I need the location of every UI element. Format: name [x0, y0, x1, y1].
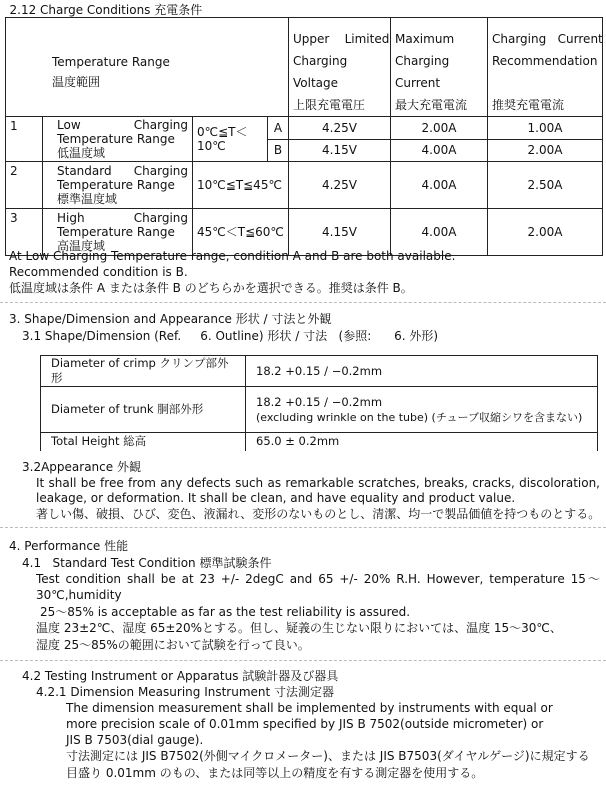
row-name: High Charging Temperature Range 高温度域 — [43, 208, 193, 255]
test-condition-line-1: Test condition shall be at 23 +/- 2degC and 65 +/- 20% R.H. However, temperature 15～ — [36, 572, 600, 586]
row-condition: 45℃＜T≦60℃ — [193, 208, 289, 255]
header-temperature-range: Temperature Range 温度範囲 — [6, 17, 289, 116]
charge-note-jp: 低温度域は条件 A または条件 B のどちらかを選択できる。推奨は条件 B。 — [9, 281, 413, 295]
table-row — [41, 387, 598, 433]
condition-label: B — [268, 139, 289, 161]
dimension-table — [40, 355, 598, 451]
current-cell: 4.00A — [391, 139, 488, 161]
voltage-cell: 4.25V — [289, 161, 391, 208]
dimension-line-2: more precision scale of 0.01mm specified by JIS B 7502(outside micrometer) or — [66, 717, 544, 731]
charge-note-2: Recommended condition is B. — [9, 265, 188, 279]
sub-heading-4-1: 4.1 Standard Test Condition 標準試験条件 — [22, 556, 272, 570]
recommendation-cell: 2.50A — [488, 161, 603, 208]
recommendation-cell: 2.00A — [488, 208, 603, 255]
row-condition: 10℃≦T≦45℃ — [193, 161, 289, 208]
dimension-label: Diameter of trunk 胴部外形 — [41, 387, 246, 433]
divider — [0, 527, 606, 528]
row-condition: 0℃≦T＜ 10℃ — [193, 116, 268, 161]
table-row — [6, 161, 603, 208]
test-condition-line-3: 25～85% is acceptable as far as the test reliability is assured. — [40, 605, 411, 619]
test-condition-line-jp-2: 湿度 25～85%の範囲において試験を行って良い。 — [36, 638, 310, 652]
current-cell: 2.00A — [391, 116, 488, 139]
table-row — [6, 208, 603, 255]
current-cell: 4.00A — [391, 161, 488, 208]
row-name: Standard Charging Temperature Range 標準温度域 — [43, 161, 193, 208]
table-row — [41, 356, 598, 387]
dimension-label: Diameter of crimp クリンプ部外形 — [41, 356, 246, 387]
test-condition-line-2: 30℃,humidity — [36, 588, 122, 602]
header-voltage: Upper Limited Charging Voltage 上限充電電圧 — [289, 17, 391, 116]
sub-heading-4-2-1: 4.2.1 Dimension Measuring Instrument 寸法測定器 — [36, 685, 335, 699]
dimension-label: Total Height 総高 — [41, 433, 246, 451]
recommendation-cell: 2.00A — [488, 139, 603, 161]
appearance-line-jp: 著しい傷、破損、ひび、変色、液漏れ、変形のないものとし、清潔、均一で製品価値を持つものとする。 — [36, 507, 601, 521]
condition-label: A — [268, 116, 289, 139]
section-title: 2.12 Charge Conditions 充電条件 — [6, 0, 603, 17]
divider — [0, 660, 606, 661]
voltage-cell: 4.15V — [289, 208, 391, 255]
charge-note-1: At Low Charging Temperature range, condition A and B are both available. — [9, 249, 456, 263]
row-number: 2 — [6, 161, 43, 208]
appearance-line-1: It shall be free from any defects such as remarkable scratches, breaks, cracks, discoloration, — [36, 476, 600, 490]
sub-heading-4-2: 4.2 Testing Instrument or Apparatus 試験計器及び器具 — [22, 669, 339, 683]
dimension-value: 18.2 +0.15 / −0.2mm (excluding wrinkle on the tube) (チューブ収縮シワを含まない) — [246, 387, 598, 433]
row-number: 1 — [6, 116, 43, 161]
dimension-line-1: The dimension measurement shall be implemented by instruments with equal or — [66, 701, 553, 715]
table-row — [41, 433, 598, 451]
voltage-cell: 4.15V — [289, 139, 391, 161]
dimension-line-3: JIS B 7503(dial gauge). — [66, 733, 204, 747]
dimension-value: 18.2 +0.15 / −0.2mm — [246, 356, 598, 387]
shape-sub-heading: 3.1 Shape/Dimension (Ref. 6. Outline) 形状 / 寸法 (参照: 6. 外形) — [22, 329, 439, 343]
shape-heading: 3. Shape/Dimension and Appearance 形状 / 寸法と外観 — [9, 312, 332, 326]
current-cell: 4.00A — [391, 208, 488, 255]
charge-conditions-table — [5, 0, 603, 256]
dimension-value: 65.0 ± 0.2mm — [246, 433, 598, 451]
test-condition-line-jp-1: 温度 23±2℃、湿度 65±20%とする。但し、疑義の生じない限りにおいては、温度 15～30℃、 — [36, 621, 562, 635]
voltage-cell: 4.25V — [289, 116, 391, 139]
table-row — [6, 116, 603, 139]
recommendation-cell: 1.00A — [488, 116, 603, 139]
appearance-heading: 3.2Appearance 外観 — [22, 460, 141, 474]
row-name: Low Charging Temperature Range 低温度域 — [43, 116, 193, 161]
dimension-line-jp-2: 目盛り 0.01mm のもの、または同等以上の精度を有する測定器を使用する。 — [66, 766, 484, 780]
performance-heading: 4. Performance 性能 — [9, 539, 129, 553]
header-recommendation: Charging Current Recommendation 推奨充電電流 — [488, 17, 603, 116]
row-number: 3 — [6, 208, 43, 255]
header-current: Maximum Charging Current 最大充電電流 — [391, 17, 488, 116]
dimension-line-jp-1: 寸法測定には JIS B7502(外側マイクロメーター)、または JIS B7503(ダイヤルゲージ)に規定する — [66, 749, 590, 763]
divider — [0, 302, 606, 303]
appearance-line-2: leakage, or deformation. It shall be clean, and have equality and product value. — [36, 491, 516, 505]
